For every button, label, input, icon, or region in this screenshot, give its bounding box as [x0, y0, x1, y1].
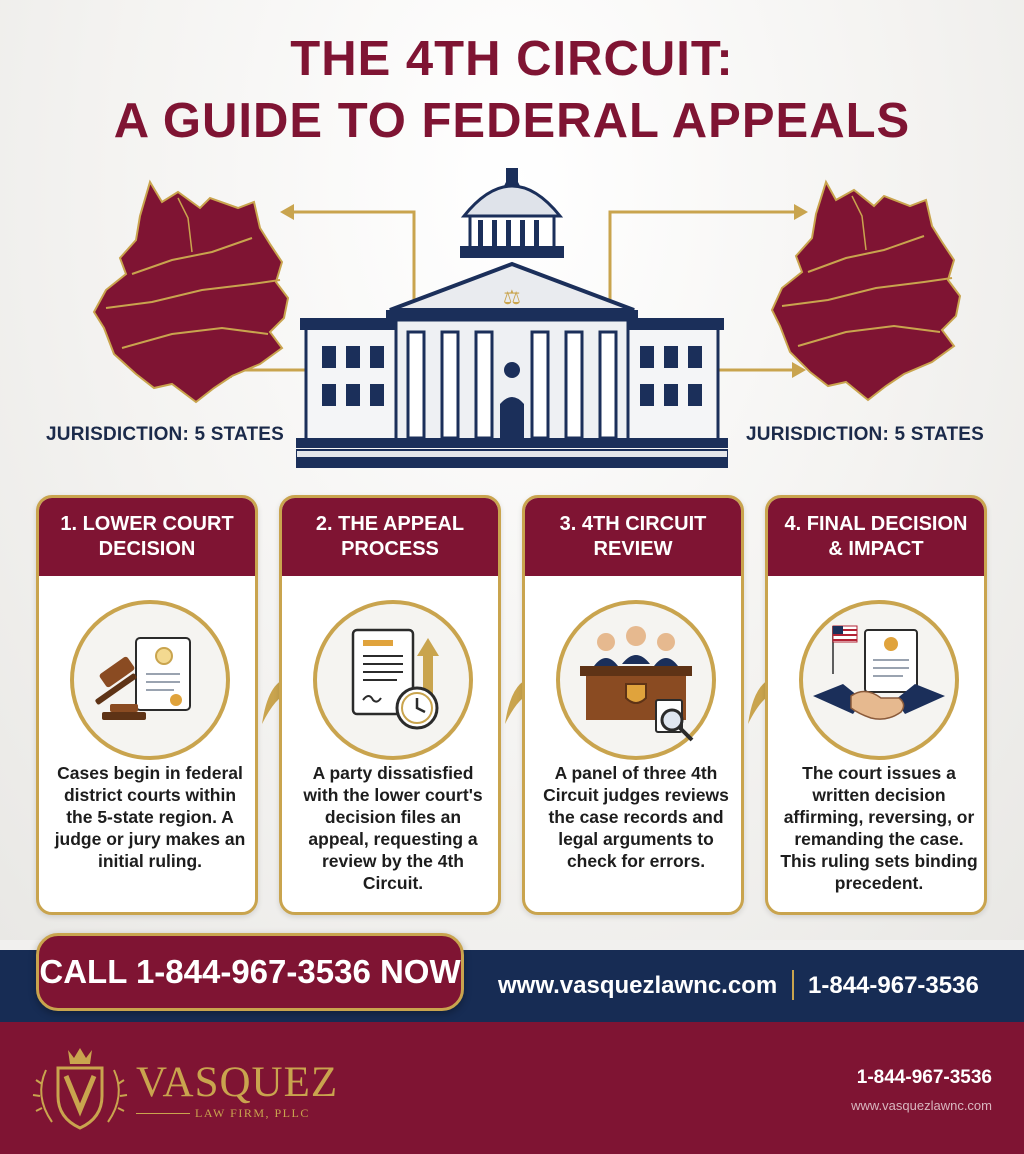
step-heading: [39, 498, 255, 576]
step-heading-line1: 4. FINAL DECISION: [784, 513, 968, 535]
step-heading-line2: & IMPACT: [828, 538, 924, 560]
courthouse-icon: [296, 160, 728, 468]
step-card-final-decision: [765, 495, 987, 915]
step-description: The court issues a written decision affirming, reversing, or remanding the case. This ruling sets binding precedent.: [780, 763, 978, 893]
divider: [792, 970, 794, 1000]
step-card-circuit-review: [522, 495, 744, 915]
phone-link[interactable]: 1-844-967-3536: [808, 972, 979, 999]
footer-website[interactable]: www.vasquezlawnc.com: [851, 1098, 992, 1113]
divider: [136, 1113, 190, 1114]
step-heading-line2: PROCESS: [341, 538, 439, 560]
step-heading-line2: REVIEW: [593, 538, 673, 560]
fourth-circuit-map-right: [770, 178, 962, 408]
step-heading-line1: 1. LOWER COURT: [60, 513, 234, 535]
fourth-circuit-map-left: [92, 178, 292, 408]
step-description: A panel of three 4th Circuit judges reviews the case records and legal arguments to check for errors.: [543, 763, 729, 871]
gavel-document-icon: [70, 600, 230, 760]
step-heading-line1: 3. 4TH CIRCUIT: [559, 513, 707, 535]
firm-name: VASQUEZ: [136, 1059, 339, 1106]
judges-panel-icon: [556, 600, 716, 760]
page-title-line2: A GUIDE TO FEDERAL APPEALS: [113, 94, 911, 148]
step-description: Cases begin in federal district courts within the 5-state region. A judge or jury makes an initial ruling.: [54, 763, 246, 871]
step-card-appeal-process: [279, 495, 501, 915]
jurisdiction-label-right: JURISDICTION: 5 STATES: [746, 424, 985, 445]
jurisdiction-label-left: JURISDICTION: 5 STATES: [46, 424, 285, 445]
page-title-line1: THE 4TH CIRCUIT:: [290, 32, 734, 86]
law-firm-crest-logo: [28, 1040, 132, 1136]
step-heading-line1: 2. THE APPEAL: [315, 513, 465, 535]
step-heading: [525, 498, 741, 576]
svg-text:⚖: ⚖: [503, 285, 521, 309]
website-link[interactable]: www.vasquezlawnc.com: [498, 972, 778, 999]
step-heading: [768, 498, 984, 576]
firm-subtitle: LAW FIRM, PLLC: [195, 1106, 310, 1120]
handshake-icon: [799, 600, 959, 760]
document-clock-icon: [313, 600, 473, 760]
step-description: A party dissatisfied with the lower court's decision files an appeal, requesting a review by the 4th Circuit.: [303, 763, 483, 893]
step-heading: [282, 498, 498, 576]
step-heading-line2: DECISION: [98, 538, 196, 560]
footer-phone[interactable]: 1-844-967-3536: [856, 1067, 992, 1088]
call-now-button[interactable]: CALL 1-844-967-3536 NOW: [36, 933, 464, 1011]
step-card-lower-court: [36, 495, 258, 915]
